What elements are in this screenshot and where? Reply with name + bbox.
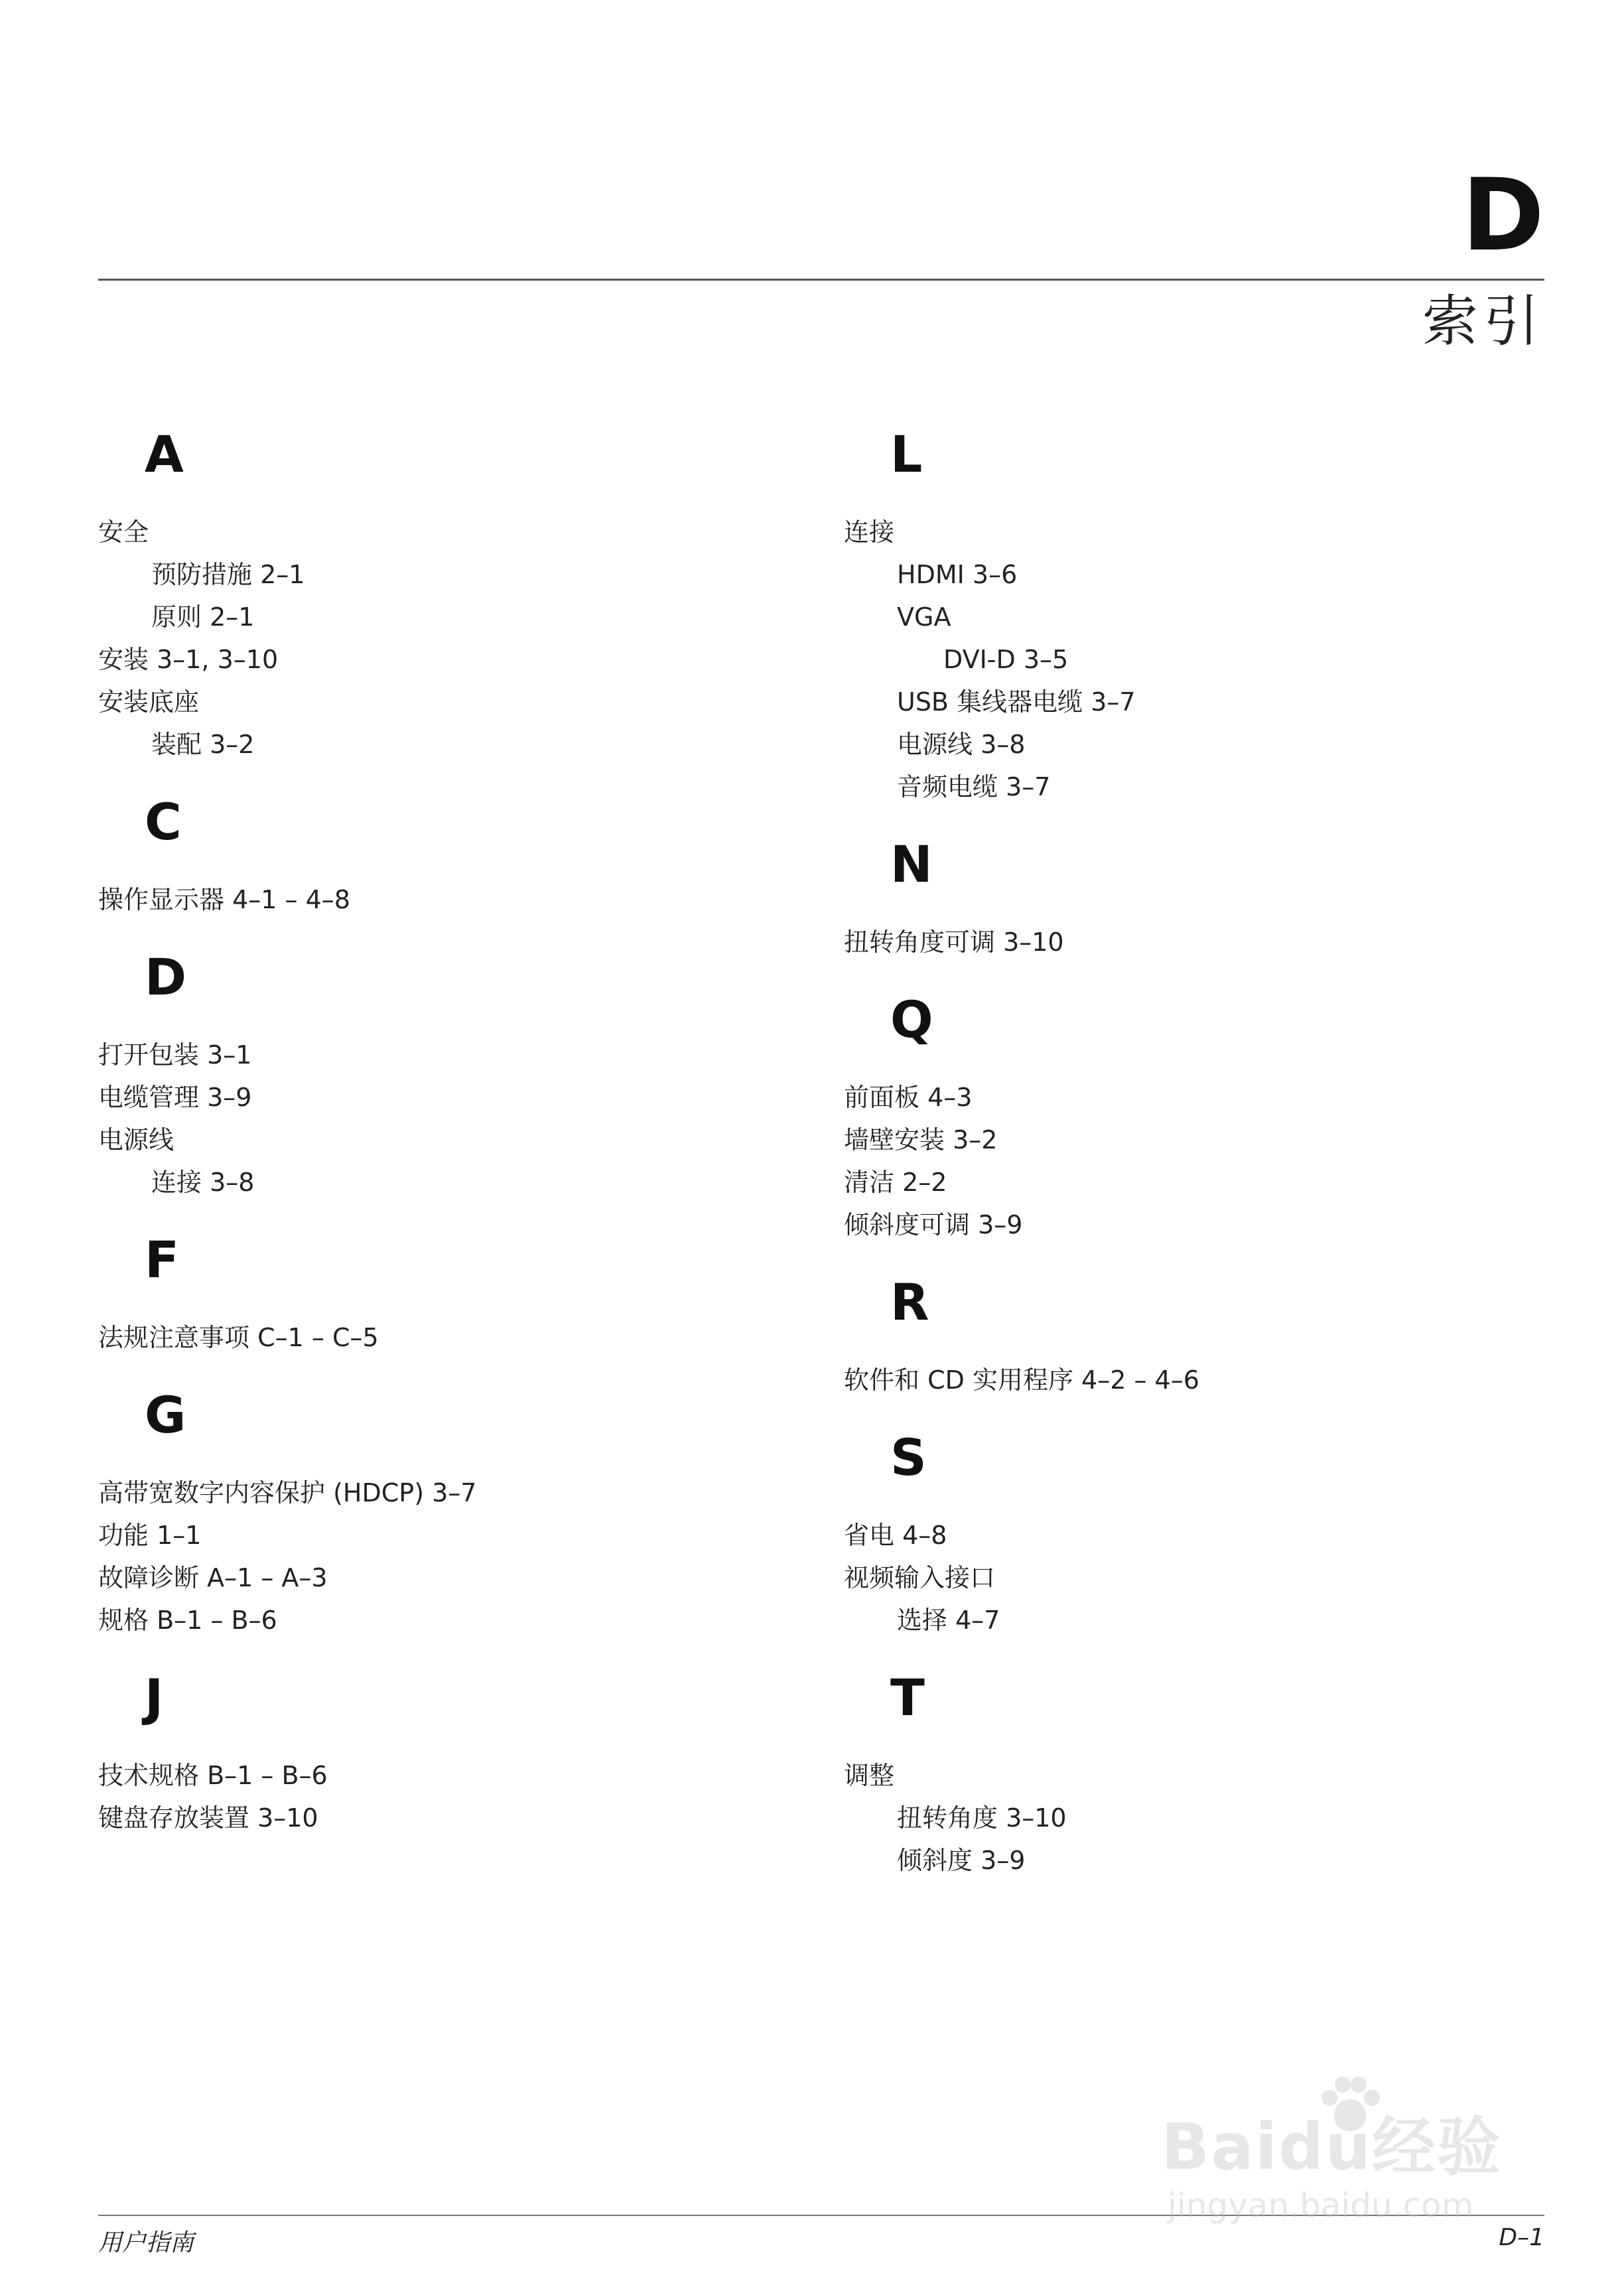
section-letter: J: [145, 1668, 164, 1727]
index-entry: 键盘存放装置 3–10: [98, 1803, 318, 1833]
index-entry-list: [98, 1014, 795, 1204]
index-entry: 省电 4–8: [844, 1521, 947, 1550]
index-entry: HDMI 3–6: [897, 560, 1018, 589]
index-entry: USB 集线器电缆 3–7: [897, 687, 1136, 717]
index-entry: 安装 3–1, 3–10: [98, 645, 279, 674]
index-section-a: [98, 418, 795, 766]
index-entry-list: [844, 901, 1540, 963]
index-entry: 倾斜度可调 3–9: [844, 1210, 1023, 1239]
index-entry-list: [98, 859, 795, 921]
section-letter: F: [145, 1230, 179, 1289]
header-divider: [98, 279, 1544, 281]
index-entry-list: [844, 1734, 1540, 1882]
chapter-letter: D: [1461, 158, 1544, 273]
section-letter: S: [890, 1428, 927, 1487]
index-entry-list: [844, 1339, 1540, 1401]
page-title: 索引: [1422, 289, 1544, 354]
index-right-column: [844, 398, 1540, 1882]
index-entry: 安全: [98, 518, 149, 547]
footer-doc-title: 用户指南: [98, 2229, 194, 2257]
index-entry: 规格 B–1 – B–6: [98, 1606, 277, 1635]
index-entry-list: [844, 1494, 1540, 1641]
index-entry: 高带宽数字内容保护 (HDCP) 3–7: [98, 1478, 477, 1507]
index-entry-list: [98, 1452, 795, 1641]
index-entry: 清洁 2–2: [844, 1168, 947, 1197]
index-entry: 装配 3–2: [151, 730, 255, 759]
index-entry-list: [98, 1296, 795, 1359]
index-section-s: [844, 1421, 1540, 1641]
section-letter: N: [890, 835, 933, 894]
watermark-url: jingyan.baidu.com: [1168, 2186, 1474, 2225]
index-entry: DVI-D 3–5: [943, 645, 1069, 674]
index-entry: 墙壁安装 3–2: [844, 1125, 998, 1154]
index-entry-list: [844, 1056, 1540, 1246]
section-letter: T: [890, 1668, 925, 1727]
index-entry: 音频电缆 3–7: [897, 772, 1051, 801]
index-entry: 技术规格 B–1 – B–6: [98, 1761, 328, 1790]
index-entry: 打开包装 3–1: [98, 1040, 252, 1070]
section-letter: A: [145, 425, 184, 484]
index-section-q: [844, 983, 1540, 1246]
index-entry: 扭转角度可调 3–10: [844, 928, 1064, 957]
index-entry: 安装底座: [98, 687, 200, 717]
index-entry: 软件和 CD 实用程序 4–2 – 4–6: [844, 1365, 1199, 1395]
index-entry: 操作显示器 4–1 – 4–8: [98, 885, 350, 914]
index-entry: 电缆管理 3–9: [98, 1083, 252, 1112]
index-section-n: [844, 828, 1540, 963]
section-letter: R: [890, 1273, 929, 1332]
index-entry: VGA: [897, 602, 951, 632]
index-section-j: [98, 1661, 795, 1839]
index-entry: 前面板 4–3: [844, 1083, 973, 1112]
index-left-column: [98, 398, 795, 1839]
index-section-l: [844, 418, 1540, 808]
index-section-t: [844, 1661, 1540, 1882]
index-entry: 电源线 3–8: [897, 730, 1026, 759]
section-letter: D: [145, 947, 187, 1007]
index-entry: 扭转角度 3–10: [897, 1803, 1067, 1833]
index-section-g: [98, 1379, 795, 1641]
index-section-c: [98, 786, 795, 921]
index-entry: 视频输入接口: [844, 1563, 996, 1592]
section-letter: C: [145, 792, 182, 851]
index-section-d: [98, 941, 795, 1204]
index-entry: 选择 4–7: [897, 1606, 1000, 1635]
index-entry: 电源线: [98, 1125, 174, 1154]
section-letter: Q: [890, 990, 933, 1049]
index-entry: 倾斜度 3–9: [897, 1846, 1026, 1875]
index-entry: 连接 3–8: [151, 1168, 255, 1197]
index-entry: 连接: [844, 518, 895, 547]
index-entry: 原则 2–1: [151, 602, 255, 632]
index-entry: 法规注意事项 C–1 – C–5: [98, 1323, 379, 1352]
footer-page-number: D–1: [1499, 2224, 1544, 2251]
index-entry: 预防措施 2–1: [151, 560, 305, 589]
index-entry-list: [98, 491, 795, 766]
index-entry: 调整: [844, 1761, 895, 1790]
watermark: [1161, 2070, 1559, 2236]
index-entry-list: [98, 1734, 795, 1839]
index-entry-list: [844, 491, 1540, 808]
section-letter: G: [145, 1385, 186, 1444]
index-entry: 功能 1–1: [98, 1521, 202, 1550]
index-entry: 故障诊断 A–1 – A–3: [98, 1563, 328, 1592]
section-letter: L: [890, 425, 923, 484]
index-section-r: [844, 1266, 1540, 1401]
index-section-f: [98, 1223, 795, 1359]
watermark-logo-text: Baidu经验: [1161, 2110, 1502, 2184]
